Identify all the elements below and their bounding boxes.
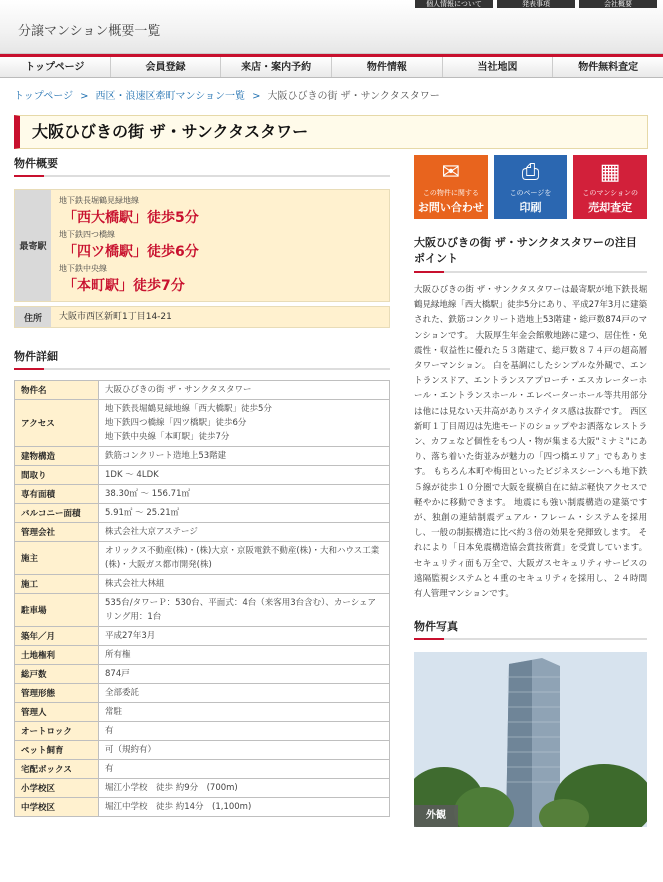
nav-map[interactable]: 当社地図	[443, 57, 554, 77]
detail-row	[15, 627, 390, 646]
detail-row	[15, 381, 390, 400]
nav-appraisal[interactable]: 物件無料査定	[578, 62, 639, 73]
detail-key: 中学校区	[15, 798, 99, 817]
detail-value: 1DK ～ 4LDK	[99, 466, 390, 485]
building-photo[interactable]	[414, 652, 647, 827]
inquiry-button-sub: この物件に関する	[422, 189, 479, 197]
detail-key: 管理会社	[15, 523, 99, 542]
detail-row	[15, 779, 390, 798]
page-title: 大阪ひびきの街 ザ・サンクタスタワー	[14, 115, 648, 149]
breadcrumb-sep: >	[80, 91, 89, 102]
detail-key: 総戸数	[15, 665, 99, 684]
detail-value: 鉄筋コンクリート造地上53階建	[99, 447, 390, 466]
detail-value: 38.30㎡ ～ 156.71㎡	[99, 485, 390, 504]
detail-row	[15, 684, 390, 703]
appraisal-button[interactable]	[573, 155, 647, 219]
detail-key: 専有面積	[15, 485, 99, 504]
detail-row	[15, 722, 390, 741]
attention-text: 大阪ひびきの街 ザ・サンクタスタワーは最寄駅が地下鉄長堀鶴見緑地線「西大橋駅」徒歩5分にあり、平成27年3月に建築された、鉄筋コンクリート造地上53階建・総戸数874戸のマンションです。 大阪厚生年金会館敷地跡に建つ、居住性・免震性・収益性に優れた５３階建て、総戸数８７４戸の超高層タワーマンション。 白を基調にしたシンプルな外観で、エントランスドア、エントランスアプローチ・エスカレーターホール・エントランスホール・エレベーターホール等共用部分は他には見ない天井高がありステイタス感は抜群です。 西区新町１丁目周辺は先進モードのショップやお洒落なレストラン、カフェなど個性をもつ人・物が集まる大阪"ミナミ"にあり、落ち着いた街並みが魅力の「四つ橋エリア」でもあります。 もちろん本町や梅田といったビジネスシーンへも地下鉄５線が徒歩１０分圏で大阪を縦横自在に結ぶ軽快アクセスで軽やかに移動できます。 地震にも強い制震構造の建築ですが、独創の連結制震デュアル・フレーム・システムを採用し、一般の制振構造に比べ約３倍の効果を発揮致します。 それにより「日本免震構造協会賞技術賞」を受賞しています。 セキュリティ面も万全で、大阪ガスセキュリティサービスの遠隔監視システムと４重のセキュリティを採用し、２４時間有人管理マンションです。	[414, 285, 647, 600]
detail-value: 常駐	[99, 703, 390, 722]
detail-row	[15, 400, 390, 447]
detail-value: 地下鉄長堀鶴見緑地線「西大橋駅」徒歩5分 地下鉄四つ橋線「四ツ橋駅」徒歩6分 地下鉄中央線「本町駅」徒歩7分	[99, 400, 390, 447]
breadcrumb-area[interactable]: 西区・浪速区牽町マンション一覧	[95, 91, 246, 102]
detail-value: 可（規約有）	[99, 741, 390, 760]
detail-value: 株式会社大林組	[99, 575, 390, 594]
toplink-notice[interactable]: 発表事項	[497, 0, 575, 8]
detail-row	[15, 646, 390, 665]
calculator-icon: ▦	[599, 160, 621, 185]
detail-key: オートロック	[15, 722, 99, 741]
detail-key: 駐車場	[15, 594, 99, 627]
detail-key: 間取り	[15, 466, 99, 485]
site-title: 分譲マンション概要一覧	[18, 24, 161, 39]
detail-key: 物件名	[15, 381, 99, 400]
detail-row	[15, 575, 390, 594]
breadcrumb-sep: >	[252, 91, 261, 102]
breadcrumb	[0, 78, 663, 111]
detail-value: 有	[99, 722, 390, 741]
photo-heading: 物件写真	[414, 618, 647, 640]
address-box	[14, 306, 390, 328]
nearest-label: 最寄駅	[15, 190, 51, 301]
detail-row	[15, 798, 390, 817]
detail-value: 平成27年3月	[99, 627, 390, 646]
station-name: 「四ツ橋駅」徒歩6分	[63, 244, 199, 260]
nav-reservation[interactable]: 来店・案内予約	[221, 57, 332, 77]
detail-value: 所有権	[99, 646, 390, 665]
detail-key: 管理形態	[15, 684, 99, 703]
mail-icon: ✉	[441, 160, 461, 185]
overview-heading: 物件概要	[14, 155, 390, 177]
detail-key: アクセス	[15, 400, 99, 447]
action-buttons	[414, 155, 647, 219]
nav-top[interactable]: トップページ	[0, 57, 111, 77]
detail-value: 大阪ひびきの街 ザ・サンクタスタワー	[99, 381, 390, 400]
detail-key: バルコニー面積	[15, 504, 99, 523]
detail-value: オリックス不動産(株)・(株)大京・京阪電鉄不動産(株)・大和ハウス工業(株)・大阪ガス都市開発(株)	[99, 542, 390, 575]
print-button-label: 印刷	[519, 201, 542, 214]
breadcrumb-current: 大阪ひびきの街 ザ・サンクタスタワー	[267, 91, 440, 102]
detail-key: ペット飼育	[15, 741, 99, 760]
detail-key: 小学校区	[15, 779, 99, 798]
detail-row	[15, 760, 390, 779]
right-column	[414, 155, 647, 827]
printer-icon: ⎙	[521, 160, 540, 185]
detail-value: 有	[99, 760, 390, 779]
breadcrumb-top[interactable]: トップページ	[14, 91, 74, 102]
top-links	[415, 0, 657, 8]
detail-row	[15, 485, 390, 504]
detail-row	[15, 523, 390, 542]
detail-key: 土地権利	[15, 646, 99, 665]
detail-value: 874戸	[99, 665, 390, 684]
inquiry-button[interactable]	[414, 155, 488, 219]
toplink-privacy[interactable]: 個人情報について	[415, 0, 493, 8]
attention-heading: 大阪ひびきの街 ザ・サンクタスタワーの注目ポイント	[414, 235, 647, 273]
appraisal-button-label: 売却査定	[588, 201, 633, 214]
left-column	[14, 155, 390, 817]
detail-row	[15, 447, 390, 466]
detail-value: 堀江中学校 徒歩 約14分 (1,100m)	[99, 798, 390, 817]
detail-key: 建物構造	[15, 447, 99, 466]
detail-row	[15, 741, 390, 760]
nearest-station-box	[14, 189, 390, 302]
nav-properties[interactable]: 物件情報	[332, 57, 443, 77]
print-button[interactable]	[494, 155, 568, 219]
address-label: 住所	[15, 307, 51, 327]
detail-row	[15, 542, 390, 575]
station-line: 地下鉄中央線	[59, 264, 107, 273]
detail-value: 5.91㎡ ～ 25.21㎡	[99, 504, 390, 523]
detail-row	[15, 665, 390, 684]
detail-value: 535台/タワーＰ：530台、平面式：4台（来客用3台含む）、カーシェアリング用：1台	[99, 594, 390, 627]
header	[0, 0, 663, 54]
detail-row	[15, 594, 390, 627]
details-table	[14, 380, 390, 817]
photo-caption: 外観	[414, 805, 458, 827]
address-value: 大阪市西区新町1丁目14-21	[51, 307, 389, 327]
detail-row	[15, 703, 390, 722]
detail-key: 管理人	[15, 703, 99, 722]
toplink-company[interactable]: 会社概要	[579, 0, 657, 8]
appraisal-button-sub: このマンションの	[582, 189, 639, 197]
station-name: 「本町駅」徒歩7分	[63, 278, 185, 294]
details-heading: 物件詳細	[14, 348, 390, 370]
detail-value: 堀江小学校 徒歩 約9分 (700m)	[99, 779, 390, 798]
nav-member[interactable]: 会員登録	[111, 57, 222, 77]
detail-key: 施主	[15, 542, 99, 575]
detail-row	[15, 466, 390, 485]
print-button-sub: このページを	[509, 189, 552, 197]
station-line: 地下鉄長堀鶴見緑地線	[59, 196, 139, 205]
station-name: 「西大橋駅」徒歩5分	[63, 210, 199, 226]
station-line: 地下鉄四つ橋線	[59, 230, 115, 239]
tower-image	[414, 652, 647, 827]
detail-value: 株式会社大京アステージ	[99, 523, 390, 542]
global-nav	[0, 54, 663, 78]
detail-value: 全部委託	[99, 684, 390, 703]
detail-key: 宅配ボックス	[15, 760, 99, 779]
inquiry-button-label: お問い合わせ	[417, 201, 484, 214]
detail-key: 施工	[15, 575, 99, 594]
detail-key: 築年／月	[15, 627, 99, 646]
detail-row	[15, 504, 390, 523]
